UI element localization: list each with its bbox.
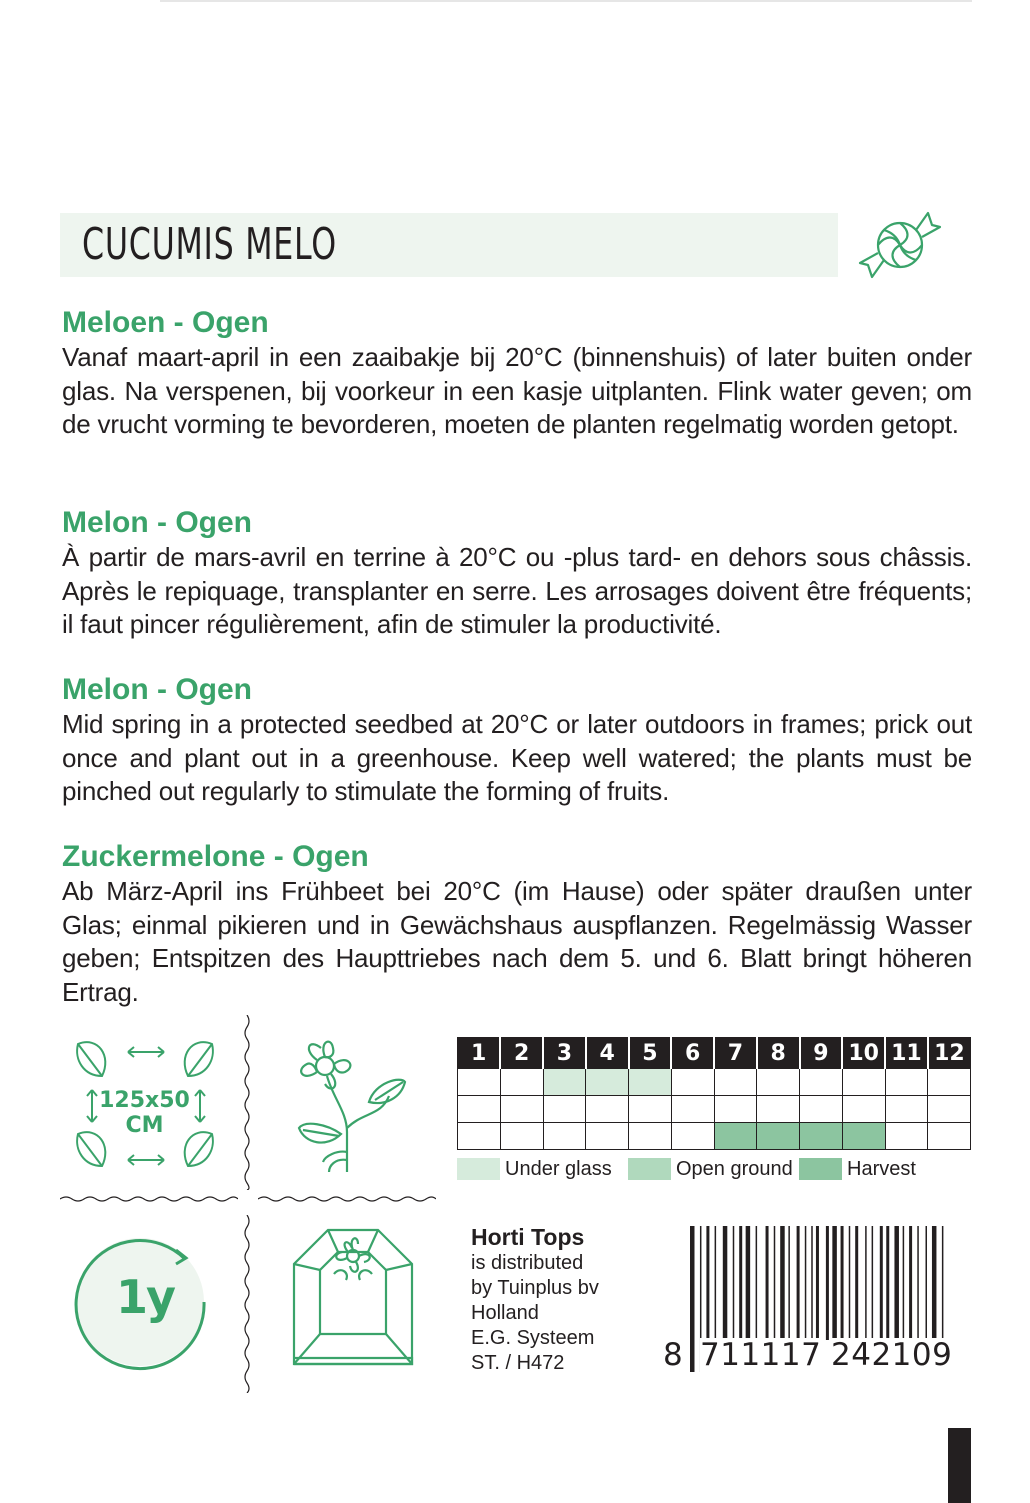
month-label: 2 (500, 1038, 543, 1069)
barcode-bar (723, 1226, 728, 1340)
section-title: Zuckermelone - Ogen (62, 840, 369, 873)
legend-swatch (799, 1158, 842, 1180)
title-banner (60, 213, 838, 277)
barcode-bar (865, 1226, 867, 1340)
wavy-divider (60, 1195, 238, 1203)
distributor-line: is distributed (471, 1252, 584, 1274)
calendar-cell (714, 1123, 757, 1150)
legend-swatch (628, 1158, 671, 1180)
calendar-cell (885, 1096, 928, 1123)
barcode-bar (926, 1226, 928, 1340)
spacing-value: 125x50 (99, 1088, 190, 1113)
calendar-cell (842, 1069, 885, 1096)
section-german (62, 839, 972, 1009)
section-title: Meloen - Ogen (62, 306, 269, 339)
lifecycle-label: 1y (116, 1270, 174, 1324)
calendar-cell (800, 1096, 843, 1123)
month-label: 8 (757, 1038, 800, 1069)
leaf-icon (77, 1042, 105, 1076)
calendar-cell (543, 1123, 586, 1150)
barcode-bar (706, 1226, 709, 1340)
barcode-bar (788, 1226, 790, 1340)
barcode-bar (739, 1226, 742, 1340)
calendar-cell (500, 1069, 543, 1096)
month-label: 3 (543, 1038, 586, 1069)
month-label: 5 (629, 1038, 672, 1069)
barcode-bar (774, 1226, 776, 1340)
calendar-cell (586, 1069, 629, 1096)
month-label: 10 (842, 1038, 885, 1069)
calendar-cell (629, 1096, 672, 1123)
calendar-cell (842, 1096, 885, 1123)
barcode-bar (849, 1226, 851, 1340)
distributor-line: Holland (471, 1302, 539, 1324)
calendar-cell (800, 1069, 843, 1096)
section-text: Ab März-April ins Frühbeet bei 20°C (im Hause) oder später draußen unter Glas; einmal pikieren und in Gewächshaus auspflanzen. Regelmässig Wasser geben; Entspitzen des Haupttriebes nach dem 5. und 6. Blatt bringt höheren Ertrag. (62, 876, 972, 1007)
annual-cycle-icon (70, 1232, 220, 1372)
leaf-icon (185, 1042, 213, 1076)
calendar-cell (928, 1096, 971, 1123)
calendar-cell (458, 1069, 501, 1096)
calendar-cell (500, 1096, 543, 1123)
flower-plant-icon (285, 1032, 410, 1177)
barcode-bar (780, 1226, 785, 1340)
calendar-cell (757, 1069, 800, 1096)
barcode-bar (872, 1226, 874, 1340)
candy-icon (858, 203, 942, 287)
month-label: 6 (671, 1038, 714, 1069)
wavy-divider (243, 1215, 251, 1393)
top-divider (160, 0, 972, 2)
barcode-bar (766, 1226, 769, 1340)
calendar-cell (671, 1123, 714, 1150)
calendar-row-open-ground (458, 1096, 971, 1123)
calendar-cell (458, 1096, 501, 1123)
barcode-first-digit: 8 (663, 1337, 683, 1373)
barcode-left-digits: 711117 (700, 1337, 822, 1373)
barcode-bar (733, 1226, 735, 1340)
barcode-bar (826, 1226, 829, 1340)
legend-swatch (457, 1158, 500, 1180)
distributor-line: ST. / H472 (471, 1352, 565, 1374)
barcode-bar (690, 1226, 695, 1372)
calendar-cell (586, 1096, 629, 1123)
calendar-cell (629, 1123, 672, 1150)
calendar-cell (928, 1069, 971, 1096)
barcode-bar (797, 1226, 800, 1340)
calendar-cell (671, 1069, 714, 1096)
barcode-bar (917, 1226, 919, 1340)
calendar-row-under-glass (458, 1069, 971, 1096)
calendar-cell (714, 1069, 757, 1096)
month-label: 11 (885, 1038, 928, 1069)
barcode-bar (832, 1226, 837, 1340)
barcode-bar (805, 1226, 807, 1340)
brand-name: Horti Tops (471, 1224, 585, 1250)
month-label: 12 (928, 1038, 971, 1069)
barcode-bar (886, 1226, 889, 1340)
barcode-bar (841, 1226, 844, 1340)
calendar-cell (757, 1123, 800, 1150)
calendar-cell (757, 1096, 800, 1123)
legend-label: Open ground (676, 1158, 793, 1180)
legend-label: Under glass (505, 1158, 612, 1180)
spacing-unit: CM (125, 1113, 164, 1138)
month-label: 1 (458, 1038, 501, 1069)
calendar-cell (500, 1123, 543, 1150)
section-french (62, 505, 972, 642)
edge-mark (948, 1428, 971, 1503)
month-label: 9 (800, 1038, 843, 1069)
calendar-cell (586, 1123, 629, 1150)
wavy-divider (243, 1015, 251, 1190)
barcode-bar (756, 1226, 758, 1340)
calendar-cell (543, 1096, 586, 1123)
calendar-cell (458, 1123, 501, 1150)
greenhouse-icon (290, 1222, 415, 1367)
month-label: 7 (714, 1038, 757, 1069)
calendar-cell (800, 1123, 843, 1150)
calendar-cell (885, 1069, 928, 1096)
distributor-info (471, 1224, 599, 1376)
calendar-cell (928, 1123, 971, 1150)
section-title: Melon - Ogen (62, 673, 252, 706)
month-label: 4 (586, 1038, 629, 1069)
section-english (62, 672, 972, 809)
sowing-calendar (457, 1037, 971, 1150)
barcode-bar (894, 1226, 899, 1340)
calendar-cell (714, 1096, 757, 1123)
species-title: CUCUMIS MELO (82, 219, 337, 270)
section-title: Melon - Ogen (62, 506, 252, 539)
barcode-bar (855, 1226, 858, 1340)
section-dutch (62, 305, 972, 442)
legend-label: Harvest (847, 1158, 916, 1180)
calendar-grid (457, 1037, 971, 1150)
barcode-bar (903, 1226, 905, 1340)
barcode-bar (746, 1226, 751, 1340)
barcode-bar (715, 1226, 717, 1340)
distributor-line: by Tuinplus bv (471, 1277, 599, 1299)
wavy-divider (258, 1195, 436, 1203)
section-text: Mid spring in a protected seedbed at 20°C or later outdoors in frames; prick out once and plant out in a greenhouse. Keep well watered; the plants must be pinched out regularly to stimulate the forming of fruits. (62, 709, 972, 806)
calendar-row-harvest (458, 1123, 971, 1150)
section-text: Vanaf maart-april in een zaaibakje bij 20°C (binnenshuis) of later buiten onder glas. Na verspenen, bij voorkeur in een kasje uitplanten. Flink water geven; om de vrucht vorming te bevorderen, moeten de planten regelmatig worden getopt. (62, 342, 972, 439)
calendar-legend (457, 1156, 971, 1186)
calendar-cell (885, 1123, 928, 1150)
barcode-right-digits: 242109 (831, 1337, 953, 1373)
calendar-cell (629, 1069, 672, 1096)
calendar-cell (842, 1123, 885, 1150)
calendar-cell (543, 1069, 586, 1096)
barcode-bar (909, 1226, 912, 1340)
calendar-cell (671, 1096, 714, 1123)
section-text: À partir de mars-avril en terrine à 20°C ou -plus tard- en dehors sous châssis. Après le repiquage, transplanter en serre. Les arrosages doivent être fréquents; il faut pincer régulièrement, afin de stimuler la productivité. (62, 542, 972, 639)
month-header-row (458, 1038, 971, 1069)
spacing-icon (62, 1030, 227, 1180)
distributor-line: E.G. Systeem (471, 1327, 595, 1349)
barcode-bar (880, 1226, 883, 1340)
